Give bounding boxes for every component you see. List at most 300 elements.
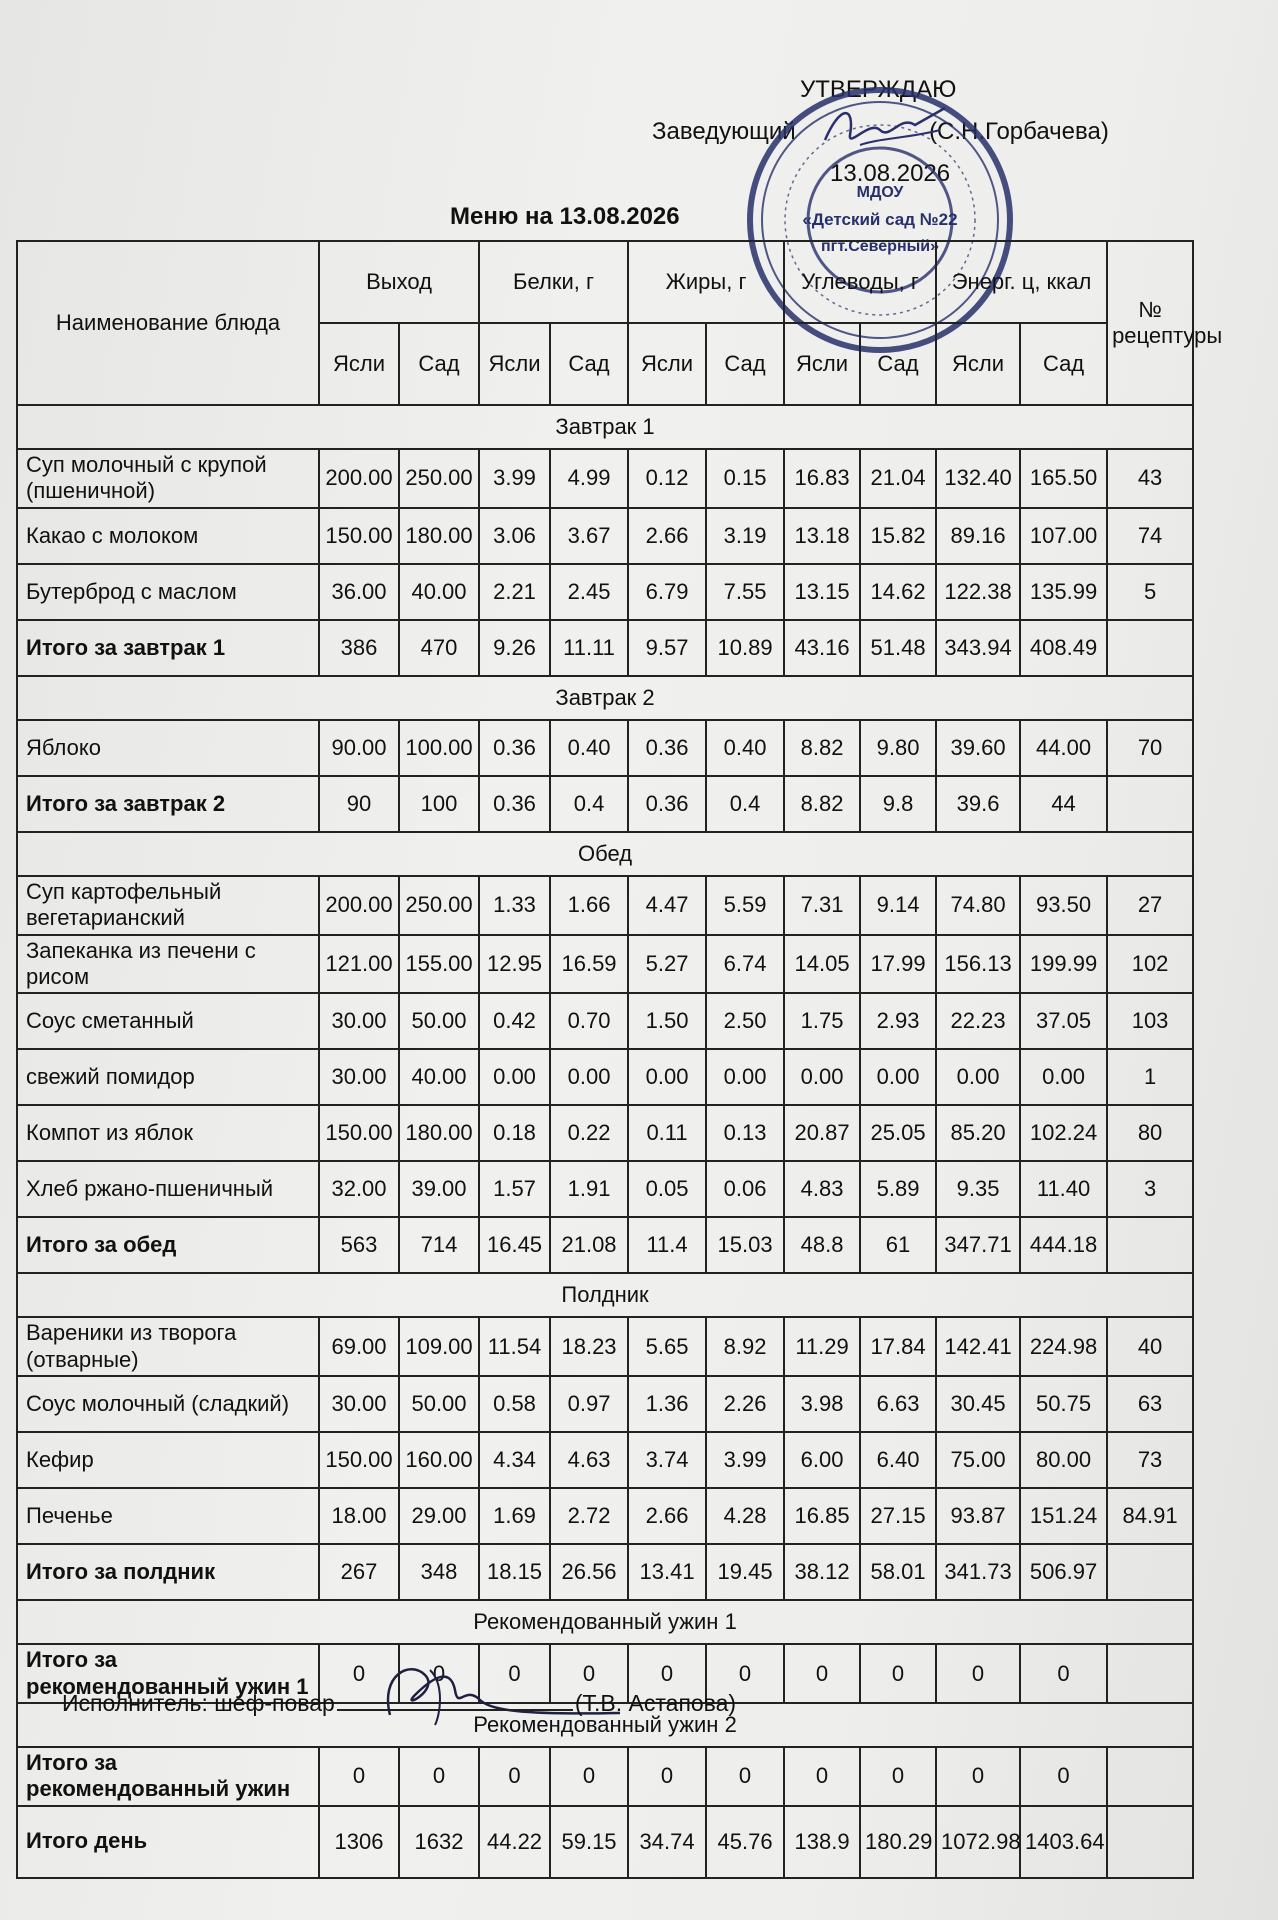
value-cell: 10.89 bbox=[706, 620, 784, 676]
value-cell: 3.99 bbox=[706, 1432, 784, 1488]
value-cell: 80.00 bbox=[1020, 1432, 1107, 1488]
signature-line bbox=[337, 1709, 573, 1711]
value-cell: 150.00 bbox=[319, 1105, 399, 1161]
value-cell: 50.00 bbox=[399, 993, 479, 1049]
value-cell: 93.50 bbox=[1020, 876, 1107, 935]
value-cell: 151.24 bbox=[1020, 1488, 1107, 1544]
value-cell: 0.42 bbox=[479, 993, 550, 1049]
value-cell: 5.27 bbox=[628, 935, 706, 994]
dish-name: Соус сметанный bbox=[17, 993, 319, 1049]
value-cell: 15.03 bbox=[706, 1217, 784, 1273]
dish-name: Печенье bbox=[17, 1488, 319, 1544]
dish-name: Суп молочный с крупой (пшеничной) bbox=[17, 449, 319, 508]
value-cell: 50.75 bbox=[1020, 1376, 1107, 1432]
value-cell: 2.45 bbox=[550, 564, 628, 620]
value-cell: 347.71 bbox=[936, 1217, 1020, 1273]
table-row bbox=[17, 449, 1193, 508]
value-cell: 48.8 bbox=[784, 1217, 860, 1273]
value-cell: 5.89 bbox=[860, 1161, 936, 1217]
value-cell: 3.06 bbox=[479, 508, 550, 564]
section-row bbox=[17, 676, 1193, 720]
value-cell: 17.84 bbox=[860, 1317, 936, 1376]
value-cell: 8.82 bbox=[784, 776, 860, 832]
value-cell: 4.34 bbox=[479, 1432, 550, 1488]
value-cell: 0 bbox=[628, 1747, 706, 1806]
value-cell: 50.00 bbox=[399, 1376, 479, 1432]
value-cell: 9.80 bbox=[860, 720, 936, 776]
recipe-cell bbox=[1107, 776, 1193, 832]
value-cell: 135.99 bbox=[1020, 564, 1107, 620]
subheader-nursery: Ясли bbox=[479, 323, 550, 405]
value-cell: 0.40 bbox=[550, 720, 628, 776]
header-energy: Энерг. ц, ккал bbox=[936, 241, 1107, 323]
value-cell: 1.69 bbox=[479, 1488, 550, 1544]
value-cell: 6.40 bbox=[860, 1432, 936, 1488]
approval-title: УТВЕРЖДАЮ bbox=[800, 76, 957, 103]
dish-name: Хлеб ржано-пшеничный bbox=[17, 1161, 319, 1217]
value-cell: 74.80 bbox=[936, 876, 1020, 935]
value-cell: 348 bbox=[399, 1544, 479, 1600]
value-cell: 107.00 bbox=[1020, 508, 1107, 564]
recipe-cell: 73 bbox=[1107, 1432, 1193, 1488]
value-cell: 26.56 bbox=[550, 1544, 628, 1600]
value-cell: 11.11 bbox=[550, 620, 628, 676]
value-cell: 6.00 bbox=[784, 1432, 860, 1488]
value-cell: 200.00 bbox=[319, 876, 399, 935]
approval-date: 13.08.2026 bbox=[830, 160, 951, 187]
value-cell: 44.00 bbox=[1020, 720, 1107, 776]
value-cell: 16.45 bbox=[479, 1217, 550, 1273]
day-total-row bbox=[17, 1806, 1193, 1878]
header-fat: Жиры, г bbox=[628, 241, 784, 323]
value-cell: 0 bbox=[860, 1747, 936, 1806]
value-cell: 18.15 bbox=[479, 1544, 550, 1600]
total-row bbox=[17, 1747, 1193, 1806]
approval-name: (С.Н.Горбачева) bbox=[929, 118, 1109, 145]
header-name: Наименование блюда bbox=[17, 241, 319, 405]
value-cell: 20.87 bbox=[784, 1105, 860, 1161]
value-cell: 470 bbox=[399, 620, 479, 676]
value-cell: 5.59 bbox=[706, 876, 784, 935]
approval-position: Заведующий bbox=[652, 118, 796, 145]
value-cell: 30.00 bbox=[319, 1049, 399, 1105]
section-title: Полдник bbox=[17, 1273, 1193, 1317]
section-title: Завтрак 2 bbox=[17, 676, 1193, 720]
table-row bbox=[17, 1432, 1193, 1488]
recipe-cell: 102 bbox=[1107, 935, 1193, 994]
value-cell: 29.00 bbox=[399, 1488, 479, 1544]
value-cell: 45.76 bbox=[706, 1806, 784, 1878]
value-cell: 13.41 bbox=[628, 1544, 706, 1600]
dish-name: Итого за обед bbox=[17, 1217, 319, 1273]
value-cell: 39.00 bbox=[399, 1161, 479, 1217]
value-cell: 0.4 bbox=[706, 776, 784, 832]
total-row bbox=[17, 1544, 1193, 1600]
value-cell: 90.00 bbox=[319, 720, 399, 776]
subheader-nursery: Ясли bbox=[784, 323, 860, 405]
recipe-cell bbox=[1107, 1806, 1193, 1878]
dish-name: Итого за рекомендованный ужин 1 bbox=[17, 1644, 319, 1703]
recipe-cell bbox=[1107, 620, 1193, 676]
value-cell: 6.79 bbox=[628, 564, 706, 620]
stamp-text-1: МДОУ bbox=[856, 184, 904, 201]
value-cell: 1306 bbox=[319, 1806, 399, 1878]
menu-title: Меню на 13.08.2026 bbox=[450, 203, 680, 230]
value-cell: 4.63 bbox=[550, 1432, 628, 1488]
value-cell: 7.31 bbox=[784, 876, 860, 935]
value-cell: 165.50 bbox=[1020, 449, 1107, 508]
recipe-cell bbox=[1107, 1544, 1193, 1600]
dish-name: Компот из яблок bbox=[17, 1105, 319, 1161]
value-cell: 16.59 bbox=[550, 935, 628, 994]
value-cell: 1.50 bbox=[628, 993, 706, 1049]
value-cell: 61 bbox=[860, 1217, 936, 1273]
value-cell: 1.75 bbox=[784, 993, 860, 1049]
value-cell: 51.48 bbox=[860, 620, 936, 676]
section-row bbox=[17, 405, 1193, 449]
value-cell: 8.82 bbox=[784, 720, 860, 776]
value-cell: 9.8 bbox=[860, 776, 936, 832]
subheader-garden: Сад bbox=[860, 323, 936, 405]
value-cell: 0.05 bbox=[628, 1161, 706, 1217]
value-cell: 40.00 bbox=[399, 1049, 479, 1105]
value-cell: 3.67 bbox=[550, 508, 628, 564]
section-row bbox=[17, 1600, 1193, 1644]
dish-name: Итого день bbox=[17, 1806, 319, 1878]
value-cell: 9.35 bbox=[936, 1161, 1020, 1217]
value-cell: 0 bbox=[399, 1644, 479, 1703]
value-cell: 563 bbox=[319, 1217, 399, 1273]
value-cell: 39.6 bbox=[936, 776, 1020, 832]
value-cell: 150.00 bbox=[319, 508, 399, 564]
value-cell: 0.36 bbox=[628, 720, 706, 776]
header-protein: Белки, г bbox=[479, 241, 628, 323]
value-cell: 36.00 bbox=[319, 564, 399, 620]
value-cell: 0 bbox=[784, 1747, 860, 1806]
table-row bbox=[17, 1105, 1193, 1161]
value-cell: 506.97 bbox=[1020, 1544, 1107, 1600]
value-cell: 85.20 bbox=[936, 1105, 1020, 1161]
value-cell: 2.50 bbox=[706, 993, 784, 1049]
value-cell: 138.9 bbox=[784, 1806, 860, 1878]
recipe-cell: 3 bbox=[1107, 1161, 1193, 1217]
value-cell: 59.15 bbox=[550, 1806, 628, 1878]
value-cell: 89.16 bbox=[936, 508, 1020, 564]
recipe-cell: 40 bbox=[1107, 1317, 1193, 1376]
value-cell: 132.40 bbox=[936, 449, 1020, 508]
recipe-cell bbox=[1107, 1217, 1193, 1273]
value-cell: 0 bbox=[936, 1644, 1020, 1703]
value-cell: 3.99 bbox=[479, 449, 550, 508]
value-cell: 224.98 bbox=[1020, 1317, 1107, 1376]
value-cell: 408.49 bbox=[1020, 620, 1107, 676]
section-row bbox=[17, 832, 1193, 876]
value-cell: 30.45 bbox=[936, 1376, 1020, 1432]
value-cell: 3.19 bbox=[706, 508, 784, 564]
value-cell: 75.00 bbox=[936, 1432, 1020, 1488]
value-cell: 0 bbox=[479, 1747, 550, 1806]
value-cell: 0.00 bbox=[479, 1049, 550, 1105]
value-cell: 180.00 bbox=[399, 508, 479, 564]
value-cell: 100 bbox=[399, 776, 479, 832]
value-cell: 11.40 bbox=[1020, 1161, 1107, 1217]
value-cell: 2.26 bbox=[706, 1376, 784, 1432]
value-cell: 4.99 bbox=[550, 449, 628, 508]
recipe-cell: 5 bbox=[1107, 564, 1193, 620]
value-cell: 0.06 bbox=[706, 1161, 784, 1217]
value-cell: 2.72 bbox=[550, 1488, 628, 1544]
recipe-cell bbox=[1107, 1747, 1193, 1806]
footer-name: (Т.В. Астапова) bbox=[574, 1690, 737, 1716]
value-cell: 39.60 bbox=[936, 720, 1020, 776]
value-cell: 40.00 bbox=[399, 564, 479, 620]
value-cell: 0 bbox=[628, 1644, 706, 1703]
table-row bbox=[17, 720, 1193, 776]
value-cell: 12.95 bbox=[479, 935, 550, 994]
value-cell: 2.66 bbox=[628, 1488, 706, 1544]
value-cell: 0.4 bbox=[550, 776, 628, 832]
value-cell: 32.00 bbox=[319, 1161, 399, 1217]
value-cell: 121.00 bbox=[319, 935, 399, 994]
dish-name: Кефир bbox=[17, 1432, 319, 1488]
value-cell: 6.63 bbox=[860, 1376, 936, 1432]
value-cell: 343.94 bbox=[936, 620, 1020, 676]
table-row bbox=[17, 1317, 1193, 1376]
value-cell: 34.74 bbox=[628, 1806, 706, 1878]
value-cell: 90 bbox=[319, 776, 399, 832]
value-cell: 0 bbox=[319, 1747, 399, 1806]
value-cell: 1403.64 bbox=[1020, 1806, 1107, 1878]
value-cell: 44.22 bbox=[479, 1806, 550, 1878]
subheader-nursery: Ясли bbox=[936, 323, 1020, 405]
value-cell: 93.87 bbox=[936, 1488, 1020, 1544]
section-title: Завтрак 1 bbox=[17, 405, 1193, 449]
value-cell: 0.36 bbox=[479, 776, 550, 832]
value-cell: 444.18 bbox=[1020, 1217, 1107, 1273]
value-cell: 2.93 bbox=[860, 993, 936, 1049]
recipe-cell bbox=[1107, 1644, 1193, 1703]
value-cell: 13.18 bbox=[784, 508, 860, 564]
value-cell: 58.01 bbox=[860, 1544, 936, 1600]
section-title: Рекомендованный ужин 2 bbox=[17, 1703, 1193, 1747]
value-cell: 6.74 bbox=[706, 935, 784, 994]
dish-name: Итого за рекомендованный ужин bbox=[17, 1747, 319, 1806]
value-cell: 7.55 bbox=[706, 564, 784, 620]
value-cell: 11.29 bbox=[784, 1317, 860, 1376]
value-cell: 3.74 bbox=[628, 1432, 706, 1488]
subheader-garden: Сад bbox=[550, 323, 628, 405]
value-cell: 21.08 bbox=[550, 1217, 628, 1273]
section-row bbox=[17, 1273, 1193, 1317]
value-cell: 1.57 bbox=[479, 1161, 550, 1217]
value-cell: 0.12 bbox=[628, 449, 706, 508]
value-cell: 0 bbox=[784, 1644, 860, 1703]
recipe-cell: 27 bbox=[1107, 876, 1193, 935]
value-cell: 8.92 bbox=[706, 1317, 784, 1376]
stamp-text-3: пгт.Северный» bbox=[820, 238, 940, 255]
value-cell: 160.00 bbox=[399, 1432, 479, 1488]
value-cell: 0 bbox=[550, 1747, 628, 1806]
dish-name: Вареники из творога (отварные) bbox=[17, 1317, 319, 1376]
value-cell: 11.4 bbox=[628, 1217, 706, 1273]
value-cell: 3.98 bbox=[784, 1376, 860, 1432]
value-cell: 0.58 bbox=[479, 1376, 550, 1432]
value-cell: 0.00 bbox=[936, 1049, 1020, 1105]
value-cell: 18.00 bbox=[319, 1488, 399, 1544]
value-cell: 0.22 bbox=[550, 1105, 628, 1161]
table-header bbox=[17, 241, 1223, 405]
subheader-nursery: Ясли bbox=[628, 323, 706, 405]
value-cell: 109.00 bbox=[399, 1317, 479, 1376]
value-cell: 714 bbox=[399, 1217, 479, 1273]
value-cell: 0.97 bbox=[550, 1376, 628, 1432]
value-cell: 38.12 bbox=[784, 1544, 860, 1600]
value-cell: 2.21 bbox=[479, 564, 550, 620]
recipe-cell: 84.91 bbox=[1107, 1488, 1193, 1544]
value-cell: 267 bbox=[319, 1544, 399, 1600]
value-cell: 0 bbox=[319, 1644, 399, 1703]
value-cell: 14.05 bbox=[784, 935, 860, 994]
dish-name: Бутерброд с маслом bbox=[17, 564, 319, 620]
value-cell: 0.00 bbox=[628, 1049, 706, 1105]
recipe-cell: 74 bbox=[1107, 508, 1193, 564]
value-cell: 180.00 bbox=[399, 1105, 479, 1161]
value-cell: 0 bbox=[706, 1644, 784, 1703]
value-cell: 0.00 bbox=[1020, 1049, 1107, 1105]
dish-name: Какао с молоком bbox=[17, 508, 319, 564]
table-row bbox=[17, 1376, 1193, 1432]
dish-name: свежий помидор bbox=[17, 1049, 319, 1105]
table-row bbox=[17, 876, 1193, 935]
footer-label: Исполнитель: шеф-повар bbox=[62, 1690, 335, 1716]
dish-name: Яблоко bbox=[17, 720, 319, 776]
value-cell: 0.00 bbox=[860, 1049, 936, 1105]
value-cell: 0 bbox=[706, 1747, 784, 1806]
total-row bbox=[17, 620, 1193, 676]
value-cell: 25.05 bbox=[860, 1105, 936, 1161]
value-cell: 0 bbox=[399, 1747, 479, 1806]
value-cell: 0.11 bbox=[628, 1105, 706, 1161]
value-cell: 9.26 bbox=[479, 620, 550, 676]
value-cell: 0.18 bbox=[479, 1105, 550, 1161]
value-cell: 4.47 bbox=[628, 876, 706, 935]
value-cell: 0.00 bbox=[784, 1049, 860, 1105]
value-cell: 16.83 bbox=[784, 449, 860, 508]
header-recipe: № рецептуры bbox=[1107, 241, 1193, 405]
value-cell: 122.38 bbox=[936, 564, 1020, 620]
value-cell: 0 bbox=[860, 1644, 936, 1703]
value-cell: 1.33 bbox=[479, 876, 550, 935]
value-cell: 199.99 bbox=[1020, 935, 1107, 994]
value-cell: 1632 bbox=[399, 1806, 479, 1878]
value-cell: 37.05 bbox=[1020, 993, 1107, 1049]
value-cell: 19.45 bbox=[706, 1544, 784, 1600]
value-cell: 14.62 bbox=[860, 564, 936, 620]
value-cell: 250.00 bbox=[399, 449, 479, 508]
value-cell: 0.00 bbox=[706, 1049, 784, 1105]
table-row bbox=[17, 1049, 1193, 1105]
value-cell: 4.28 bbox=[706, 1488, 784, 1544]
table-row bbox=[17, 1488, 1193, 1544]
stamp-text-2: «Детский сад №22 bbox=[802, 210, 958, 229]
value-cell: 0.40 bbox=[706, 720, 784, 776]
value-cell: 21.04 bbox=[860, 449, 936, 508]
value-cell: 0.13 bbox=[706, 1105, 784, 1161]
value-cell: 0 bbox=[1020, 1644, 1107, 1703]
subheader-garden: Сад bbox=[1020, 323, 1107, 405]
section-title: Обед bbox=[17, 832, 1193, 876]
subheader-garden: Сад bbox=[399, 323, 479, 405]
value-cell: 16.85 bbox=[784, 1488, 860, 1544]
value-cell: 0.70 bbox=[550, 993, 628, 1049]
recipe-cell: 43 bbox=[1107, 449, 1193, 508]
value-cell: 0.00 bbox=[550, 1049, 628, 1105]
section-title: Рекомендованный ужин 1 bbox=[17, 1600, 1193, 1644]
value-cell: 386 bbox=[319, 620, 399, 676]
value-cell: 200.00 bbox=[319, 449, 399, 508]
value-cell: 1.66 bbox=[550, 876, 628, 935]
dish-name: Запеканка из печени с рисом bbox=[17, 935, 319, 994]
recipe-cell: 80 bbox=[1107, 1105, 1193, 1161]
table-row bbox=[17, 508, 1193, 564]
subheader-garden: Сад bbox=[706, 323, 784, 405]
value-cell: 0 bbox=[1020, 1747, 1107, 1806]
value-cell: 9.57 bbox=[628, 620, 706, 676]
recipe-cell: 63 bbox=[1107, 1376, 1193, 1432]
table-row bbox=[17, 935, 1193, 994]
table-row bbox=[17, 564, 1193, 620]
value-cell: 0.36 bbox=[479, 720, 550, 776]
value-cell: 9.14 bbox=[860, 876, 936, 935]
value-cell: 0 bbox=[550, 1644, 628, 1703]
table-row bbox=[17, 1161, 1193, 1217]
value-cell: 1.36 bbox=[628, 1376, 706, 1432]
recipe-cell: 1 bbox=[1107, 1049, 1193, 1105]
value-cell: 30.00 bbox=[319, 993, 399, 1049]
value-cell: 156.13 bbox=[936, 935, 1020, 994]
total-row bbox=[17, 776, 1193, 832]
value-cell: 0 bbox=[936, 1747, 1020, 1806]
value-cell: 0.36 bbox=[628, 776, 706, 832]
dish-name: Суп картофельный вегетарианский bbox=[17, 876, 319, 935]
value-cell: 100.00 bbox=[399, 720, 479, 776]
value-cell: 0.15 bbox=[706, 449, 784, 508]
value-cell: 155.00 bbox=[399, 935, 479, 994]
value-cell: 150.00 bbox=[319, 1432, 399, 1488]
value-cell: 5.65 bbox=[628, 1317, 706, 1376]
value-cell: 17.99 bbox=[860, 935, 936, 994]
value-cell: 2.66 bbox=[628, 508, 706, 564]
dish-name: Итого за завтрак 1 bbox=[17, 620, 319, 676]
subheader-nursery: Ясли bbox=[319, 323, 399, 405]
value-cell: 15.82 bbox=[860, 508, 936, 564]
total-row bbox=[17, 1217, 1193, 1273]
value-cell: 30.00 bbox=[319, 1376, 399, 1432]
recipe-cell: 103 bbox=[1107, 993, 1193, 1049]
footer bbox=[62, 1690, 736, 1717]
value-cell: 142.41 bbox=[936, 1317, 1020, 1376]
value-cell: 180.29 bbox=[860, 1806, 936, 1878]
value-cell: 102.24 bbox=[1020, 1105, 1107, 1161]
table-row bbox=[17, 993, 1193, 1049]
dish-name: Соус молочный (сладкий) bbox=[17, 1376, 319, 1432]
header-carbs: Углеводы, г bbox=[784, 241, 936, 323]
value-cell: 11.54 bbox=[479, 1317, 550, 1376]
value-cell: 43.16 bbox=[784, 620, 860, 676]
value-cell: 27.15 bbox=[860, 1488, 936, 1544]
value-cell: 44 bbox=[1020, 776, 1107, 832]
value-cell: 1.91 bbox=[550, 1161, 628, 1217]
